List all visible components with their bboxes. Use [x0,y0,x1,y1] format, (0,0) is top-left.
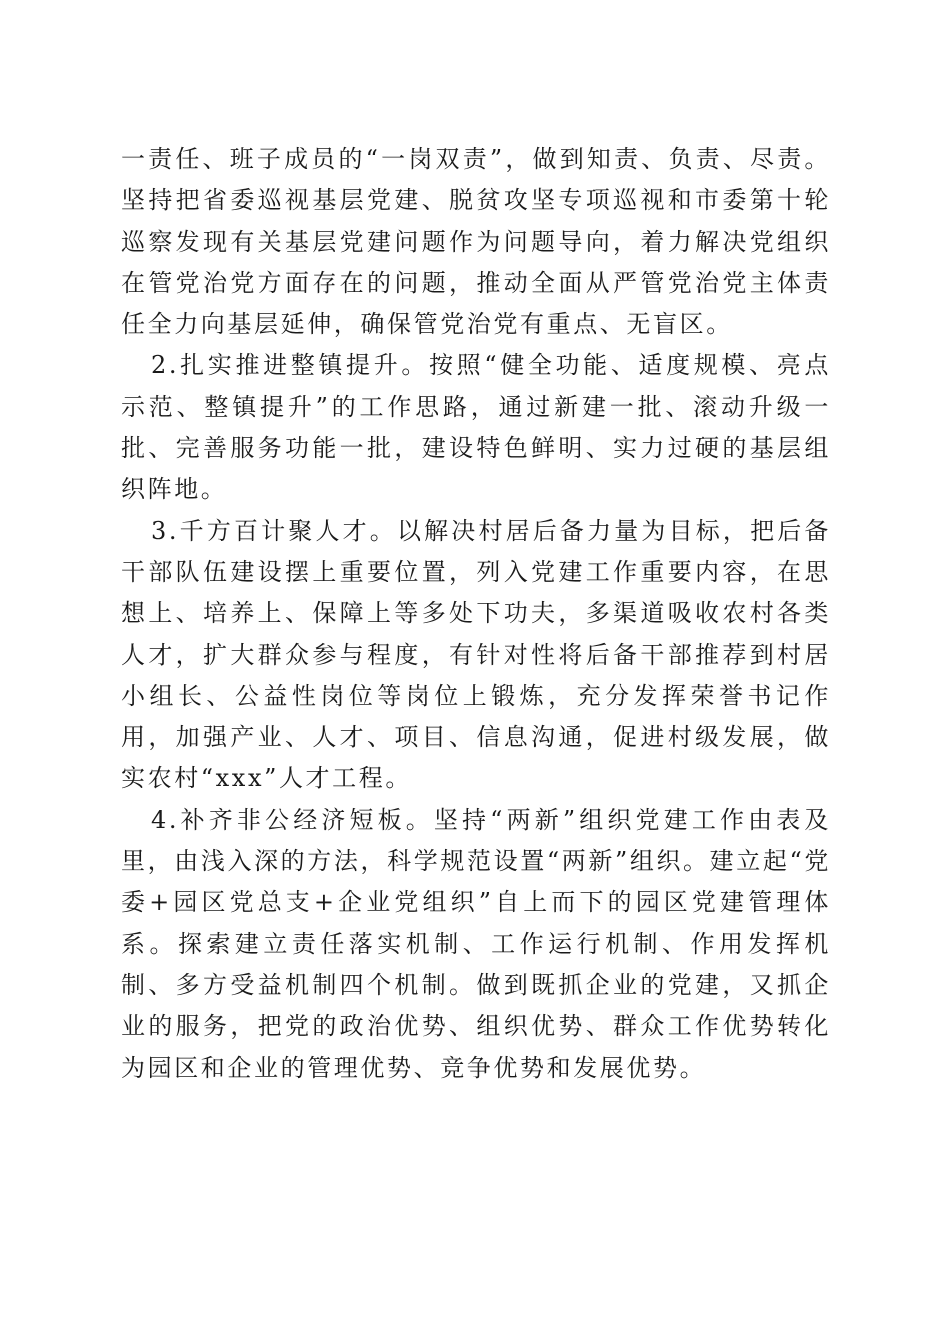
document-body [121,139,831,1089]
paragraph-item-3: 3.千方百计聚人才。以解决村居后备力量为目标，把后备干部队伍建设摆上重要位置，列入党建工作重要内容，在思想上、培养上、保障上等多处下功夫，多渠道吸收农村各类人才，扩大群众参与程度，有针对性将后备干部推荐到村居小组长、公益性岗位等岗位上锻炼，充分发挥荣誉书记作用，加强产业、人才、项目、信息沟通，促进村级发展，做实农村“xxx”人才工程。 [121,516,831,793]
paragraph-continuation: 一责任、班子成员的“一岗双责”，做到知责、负责、尽责。坚持把省委巡视基层党建、脱贫攻坚专项巡视和市委第十轮巡察发现有关基层党建问题作为问题导向，着力解决党组织在管党治党方面存在的问题，推动全面从严管党治党主体责任全力向基层延伸，确保管党治党有重点、无盲区。 [121,145,831,339]
paragraph-item-2: 2.扎实推进整镇提升。按照“健全功能、适度规模、亮点示范、整镇提升”的工作思路，通过新建一批、滚动升级一批、完善服务功能一批，建设特色鲜明、实力过硬的基层组织阵地。 [121,351,831,504]
paragraph-item-4: 4.补齐非公经济短板。坚持“两新”组织党建工作由表及里，由浅入深的方法，科学规范设置“两新”组织。建立起“党委+园区党总支+企业党组织”自上而下的园区党建管理体系。探索建立责任落实机制、工作运行机制、作用发挥机制、多方受益机制四个机制。做到既抓企业的党建，又抓企业的服务，把党的政治优势、组织优势、群众工作优势转化为园区和企业的管理优势、竞争优势和发展优势。 [121,805,831,1082]
